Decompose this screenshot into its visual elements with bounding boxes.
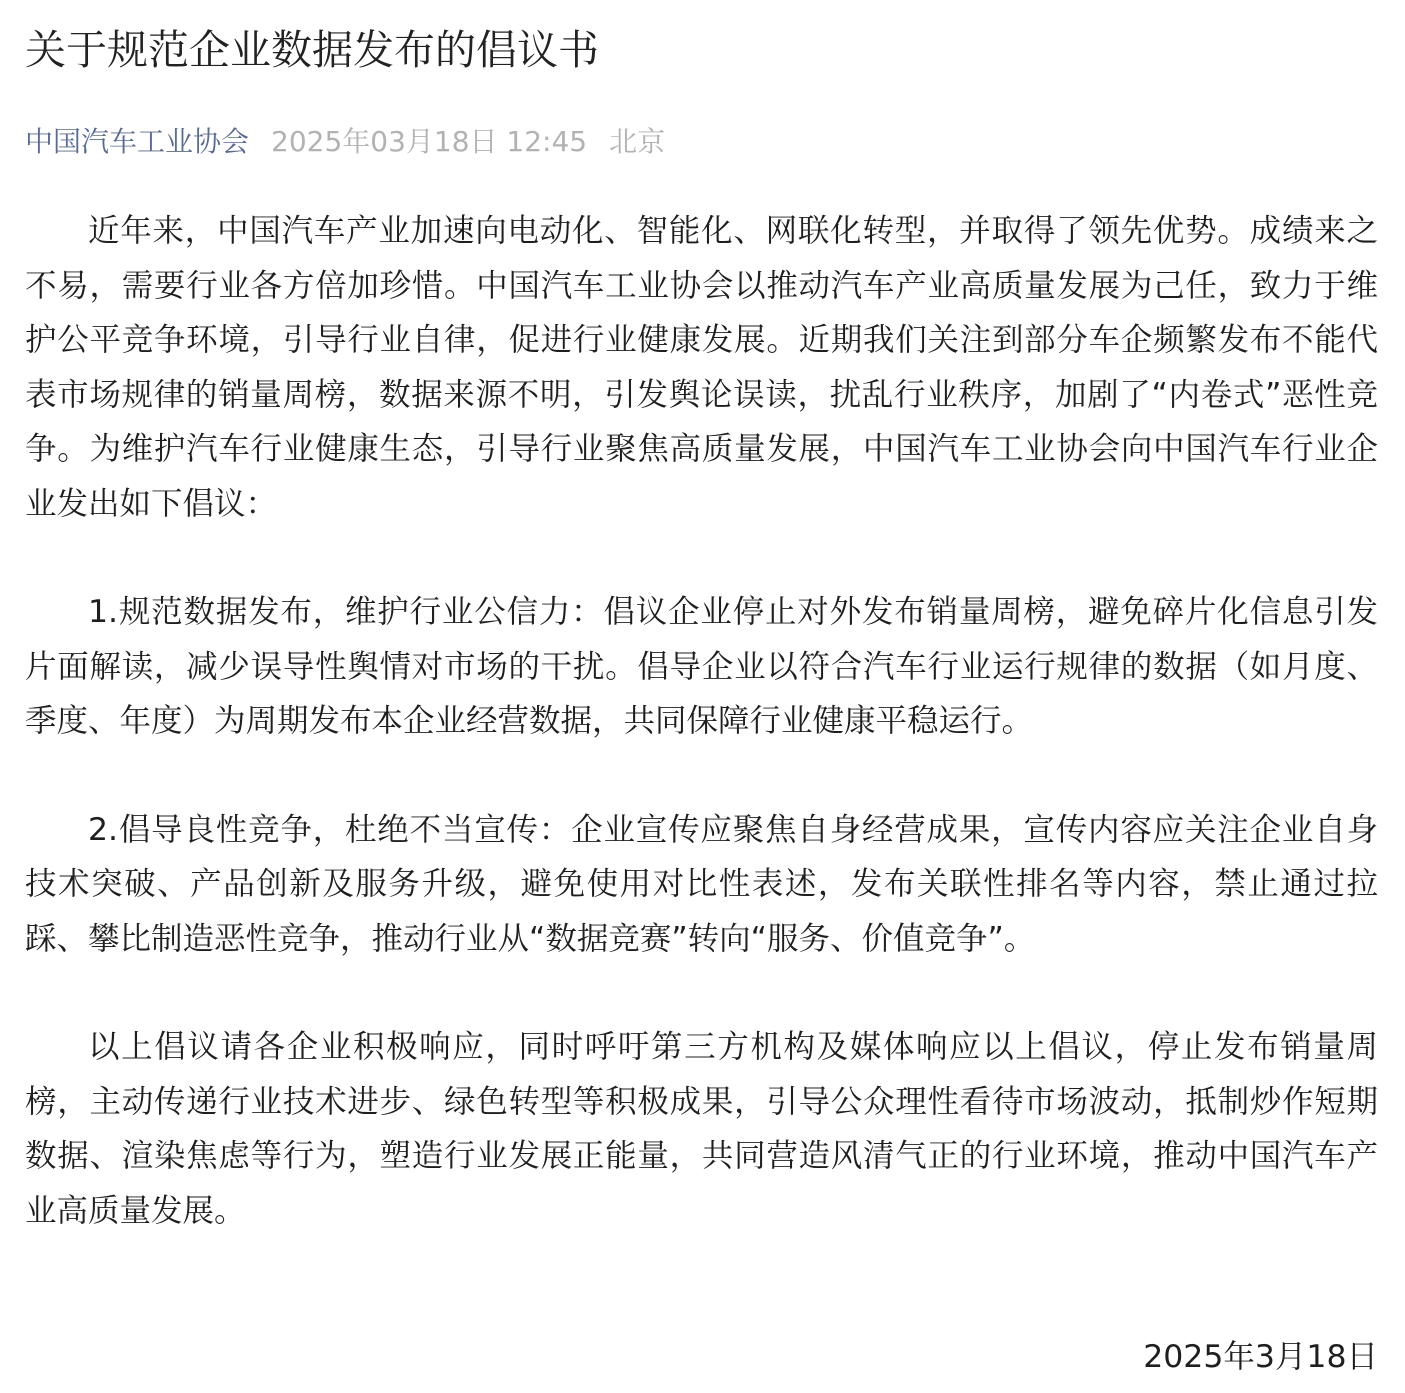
- article-meta: [25, 124, 1378, 160]
- paragraph-closing: 以上倡议请各企业积极响应，同时呼吁第三方机构及媒体响应以上倡议，停止发布销量周榜，主动传递行业技术进步、绿色转型等积极成果，引导公众理性看待市场波动，抵制炒作短期数据、渲染焦虑等行为，塑造行业发展正能量，共同营造风清气正的行业环境，推动中国汽车产业高质量发展。: [25, 1029, 1378, 1229]
- publish-datetime: 2025年03月18日 12:45: [271, 125, 588, 158]
- paragraph-item-1: 1.规范数据发布，维护行业公信力：倡议企业停止对外发布销量周榜，避免碎片化信息引发片面解读，减少误导性舆情对市场的干扰。倡导企业以符合汽车行业运行规律的数据（如月度、季度、年度）为周期发布本企业经营数据，共同保障行业健康平稳运行。: [25, 594, 1378, 739]
- article-body: [25, 204, 1378, 1238]
- paragraph-intro: 近年来，中国汽车产业加速向电动化、智能化、网联化转型，并取得了领先优势。成绩来之不易，需要行业各方倍加珍惜。中国汽车工业协会以推动汽车产业高质量发展为己任，致力于维护公平竞争环境，引导行业自律，促进行业健康发展。近期我们关注到部分车企频繁发布不能代表市场规律的销量周榜，数据来源不明，引发舆论误读，扰乱行业秩序，加剧了“内卷式”恶性竞争。为维护汽车行业健康生态，引导行业聚焦高质量发展，中国汽车工业协会向中国汽车行业企业发出如下倡议：: [25, 213, 1378, 522]
- article-title: 关于规范企业数据发布的倡议书: [25, 26, 599, 74]
- source-link[interactable]: 中国汽车工业协会: [25, 125, 250, 158]
- signature-date: 2025年3月18日: [1143, 1339, 1378, 1375]
- paragraph-item-2: 2.倡导良性竞争，杜绝不当宣传：企业宣传应聚焦自身经营成果，宣传内容应关注企业自身技术突破、产品创新及服务升级，避免使用对比性表述，发布关联性排名等内容，禁止通过拉踩、攀比制造恶性竞争，推动行业从“数据竞赛”转向“服务、价值竞争”。: [25, 811, 1378, 957]
- article: [25, 0, 1378, 1238]
- publish-location: 北京: [609, 125, 666, 158]
